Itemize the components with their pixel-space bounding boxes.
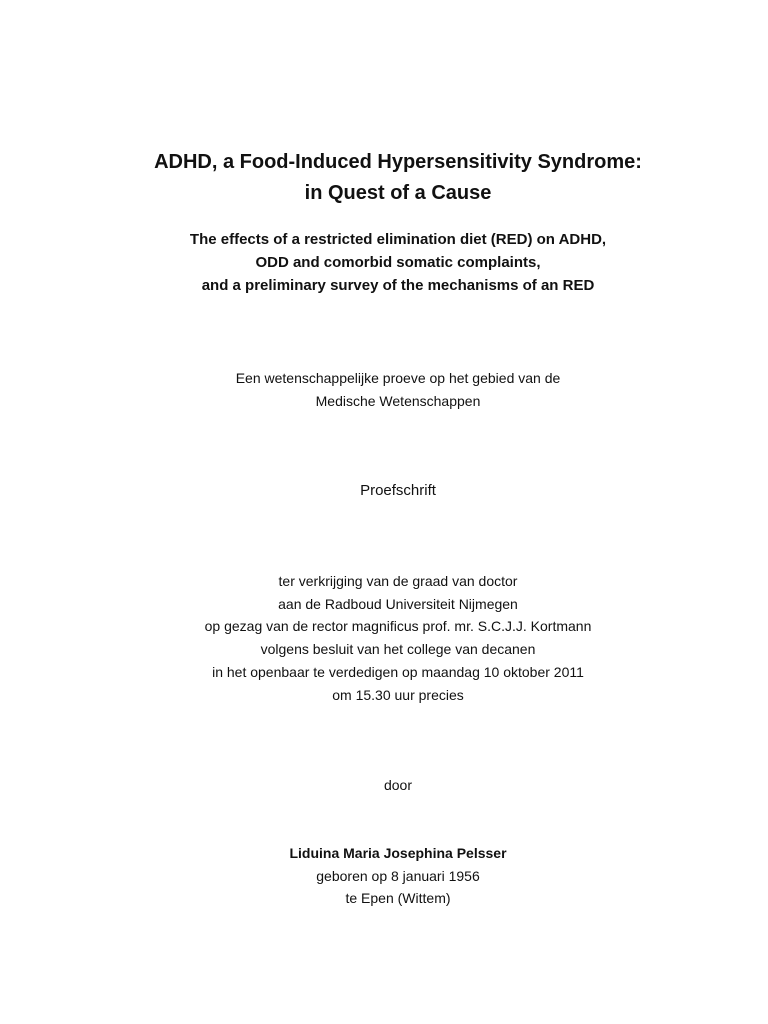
thesis-subtitle [0,228,768,297]
thesis-title-line-2: in Quest of a Cause [304,182,492,204]
thesis-subtitle-line-1: The effects of a restricted elimination diet (RED) on ADHD, [189,231,607,248]
author-birth-place: te Epen (Wittem) [345,890,451,906]
scientific-field-statement [0,367,768,413]
conferral-line-4: volgens besluit van het college van decanen [260,641,536,658]
conferral-line-6: om 15.30 uur precies [332,686,464,703]
scientific-field-line-1: Een wetenschappelijke proeve op het gebied van de [235,370,561,386]
thesis-title [0,147,768,209]
thesis-title-line-1: ADHD, a Food-Induced Hypersensitivity Syndrome: [154,151,642,173]
door-label: door [383,777,413,793]
author-name: Liduina Maria Josephina Pelsser [289,845,507,861]
degree-conferral-statement [0,570,768,706]
author-block [0,842,768,910]
thesis-subtitle-line-2: ODD and comorbid somatic complaints, [255,254,541,271]
proefschrift-label: Proefschrift [360,482,436,499]
thesis-subtitle-line-3: and a preliminary survey of the mechanisms of an RED [201,277,595,294]
conferral-line-5: in het openbaar te verdedigen op maandag 10 oktober 2011 [212,663,584,680]
conferral-line-2: aan de Radboud Universiteit Nijmegen [278,595,518,612]
author-birth-date: geboren op 8 januari 1956 [316,867,480,884]
conferral-line-1: ter verkrijging van de graad van doctor [278,573,518,589]
scientific-field-line-2: Medische Wetenschappen [315,393,481,409]
conferral-line-3: op gezag van de rector magnificus prof. mr. S.C.J.J. Kortmann [204,618,592,635]
